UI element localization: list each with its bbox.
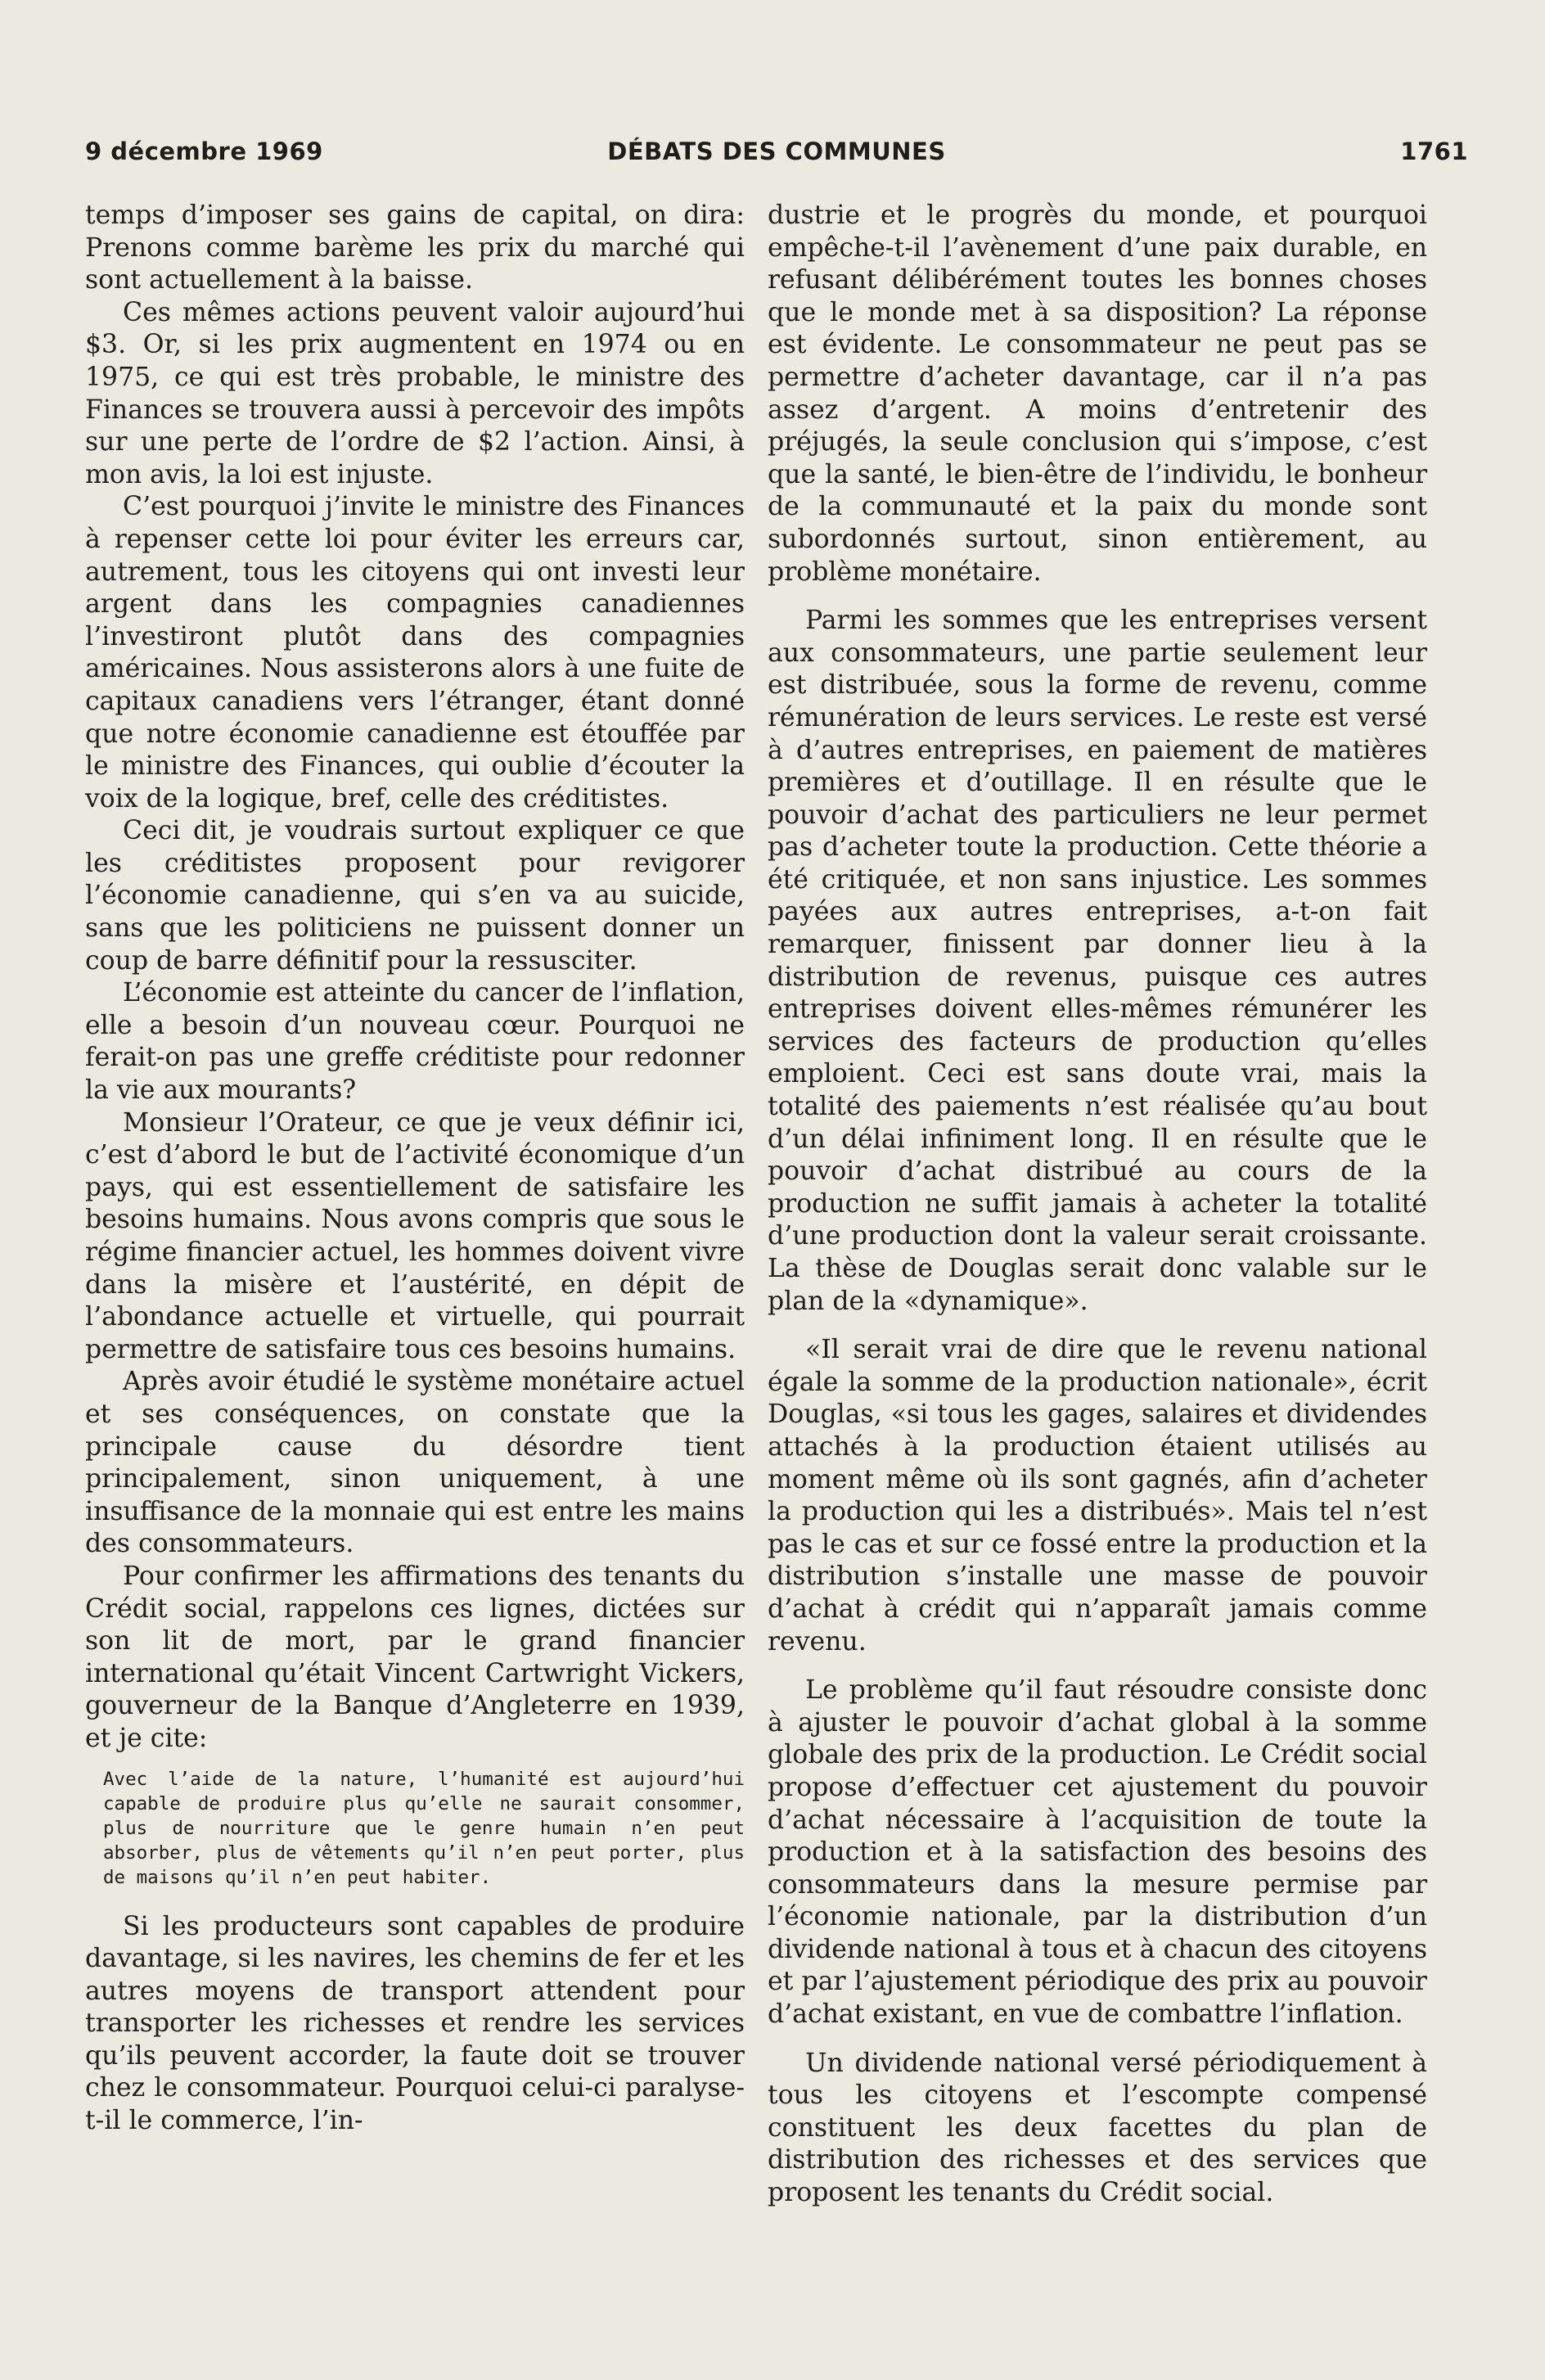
- paragraph: Monsieur l’Orateur, ce que je veux définir ici, c’est d’abord le but de l’activité économique d’un pays, qui est essentiellement de satisfaire les besoins humains. Nous avons compris que sous le régime financier actuel, les hommes doivent vivre dans la misère et l’austérité, en dépit de l’abondance actuelle et virtuelle, qui pourrait permettre de satisfaire tous ces besoins humains.: [85, 1107, 745, 1364]
- paragraph: Ceci dit, je voudrais surtout expliquer ce que les créditistes proposent pour revigorer l’économie canadienne, qui s’en va au suicide, sans que les politiciens ne puissent donner un coup de barre définitif pour la ressusciter.: [85, 816, 745, 976]
- paragraph: dustrie et le progrès du monde, et pourquoi empêche-t-il l’avènement d’une paix durable, en refusant délibérément toutes les bonnes choses que le monde met à sa disposition? La réponse est évidente. Le consommateur ne peut pas se permettre d’acheter davantage, car il n’a pas assez d’argent. A moins d’entretenir des préjugés, la seule conclusion qui s’impose, c’est que la santé, le bien-être de l’individu, le bonheur de la communauté et la paix du monde sont subordonnés surtout, sinon entièrement, au problème monétaire.: [768, 201, 1427, 587]
- paragraph: Un dividende national versé périodiquement à tous les citoyens et l’escompte compensé constituent les deux facettes du plan de distribution des richesses et des services que proposent les tenants du Crédit social.: [768, 2048, 1427, 2208]
- header-title: DÉBATS DES COMMUNES: [607, 137, 946, 165]
- paragraph: L’économie est atteinte du cancer de l’inflation, elle a besoin d’un nouveau cœur. Pourquoi ne ferait-on pas une greffe créditiste pour redonner la vie aux mourants?: [85, 978, 745, 1106]
- paragraph: «Il serait vrai de dire que le revenu national égale la somme de la production nationale», écrit Douglas, «si tous les gages, salaires et dividendes attachés à la production étaient utilisés au moment même où ils sont gagnés, afin d’acheter la production qui les a distribués». Mais tel n’est pas le cas et sur ce fossé entre la production et la distribution s’installe une masse de pouvoir d’achat à crédit qui n’apparaît jamais comme revenu.: [768, 1335, 1427, 1657]
- block-quote: Avec l’aide de la nature, l’humanité est aujourd’hui capable de produire plus qu’elle ne saurait consommer, plus de nourriture que le genre humain n’en peut absorber, plus de vêtements qu’il n’en peut porter, plus de maisons qu’il n’en peut habiter.: [103, 1768, 745, 1888]
- paragraph: temps d’imposer ses gains de capital, on dira: Prenons comme barème les prix du marché qui sont actuellement à la baisse.: [85, 201, 745, 295]
- paragraph: C’est pourquoi j’invite le ministre des Finances à repenser cette loi pour éviter les erreurs car, autrement, tous les citoyens qui ont investi leur argent dans les compagnies canadiennes l’investiront plutôt dans des compagnies américaines. Nous assisterons alors à une fuite de capitaux canadiens vers l’étranger, étant donné que notre économie canadienne est étouffée par le ministre des Finances, qui oublie d’écouter la voix de la logique, bref, celle des créditistes.: [85, 492, 745, 814]
- page-header: [85, 137, 1468, 177]
- paragraph: Après avoir étudié le système monétaire actuel et ses conséquences, on constate que la principale cause du désordre tient principalement, sinon uniquement, à une insuffisance de la monnaie qui est entre les mains des consommateurs.: [85, 1367, 745, 1559]
- paragraph: Ces mêmes actions peuvent valoir aujourd’hui $3. Or, si les prix augmentent en 1974 ou en 1975, ce qui est très probable, le ministre des Finances se trouvera aussi à percevoir des impôts sur une perte de l’ordre de $2 l’action. Ainsi, à mon avis, la loi est injuste.: [85, 297, 745, 489]
- paragraph: Si les producteurs sont capables de produire davantage, si les navires, les chemins de fer et les autres moyens de transport attendent pour transporter les richesses et rendre les services qu’ils peuvent accorder, la faute doit se trouver chez le consommateur. Pourquoi celui-ci paralyse-t-il le commerce, l’in-: [85, 1911, 745, 2136]
- header-page-number: 1761: [1400, 137, 1468, 165]
- paragraph: Le problème qu’il faut résoudre consiste donc à ajuster le pouvoir d’achat global à la somme globale des prix de la production. Le Crédit social propose d’effectuer cet ajustement du pouvoir d’achat nécessaire à l’acquisition de toute la production et à la satisfaction des besoins des consommateurs dans la mesure permise par l’économie nationale, par la distribution d’un dividende national à tous et à chacun des citoyens et par l’ajustement périodique des prix au pouvoir d’achat existant, en vue de combattre l’inflation.: [768, 1675, 1427, 2030]
- header-date: 9 décembre 1969: [85, 137, 323, 165]
- right-column: [768, 200, 1427, 2210]
- paragraph: Parmi les sommes que les entreprises versent aux consommateurs, une partie seulement leur est distribuée, sous la forme de revenu, comme rémunération de leurs services. Le reste est versé à d’autres entreprises, en paiement de matières premières et d’outillage. Il en résulte que le pouvoir d’achat des particuliers ne leur permet pas d’acheter toute la production. Cette théorie a été critiquée, et non sans injustice. Les sommes payées aux autres entreprises, a-t-on fait remarquer, finissent par donner lieu à la distribution de revenus, puisque ces autres entreprises doivent elles-mêmes rémunérer les services des facteurs de production qu’elles emploient. Ceci est sans doute vrai, mais la totalité des paiements n’est réalisée qu’au bout d’un délai infiniment long. Il en résulte que le pouvoir d’achat distribué au cours de la production ne suffit jamais à acheter la totalité d’une production dont la valeur serait croissante. La thèse de Douglas serait donc valable sur le plan de la «dynamique».: [768, 606, 1427, 1316]
- paragraph: Pour confirmer les affirmations des tenants du Crédit social, rappelons ces lignes, dictées sur son lit de mort, par le grand financier international qu’était Vincent Cartwright Vickers, gouverneur de la Banque d’Angleterre en 1939, et je cite:: [85, 1561, 745, 1753]
- left-column: [85, 200, 745, 2138]
